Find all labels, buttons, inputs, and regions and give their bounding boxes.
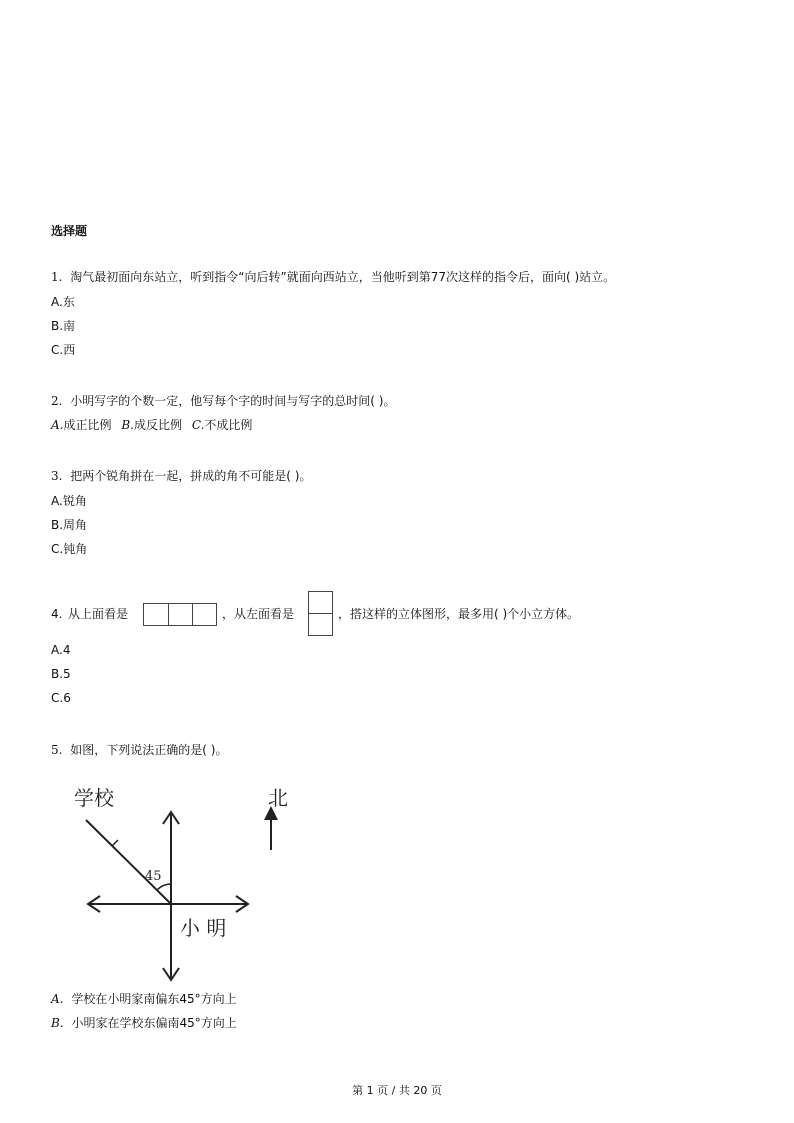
option-a: A.东	[51, 295, 75, 309]
angle-label: 45	[145, 869, 162, 884]
option-b: B.南	[51, 319, 76, 333]
option-c-text: 不成比例	[204, 418, 253, 432]
option-a	[51, 991, 237, 1007]
options-row	[51, 417, 252, 433]
question-number: 2.	[51, 394, 63, 408]
option-b-letter: B.	[121, 418, 134, 432]
question-number: 1.	[51, 270, 63, 284]
left-view-cell	[308, 591, 333, 614]
option-a-text: 成正比例	[63, 418, 112, 432]
option-b: B.5	[51, 667, 71, 681]
option-b	[51, 1015, 237, 1031]
option-b-text: 成反比例	[133, 418, 182, 432]
question-5	[51, 742, 227, 758]
question-text: 如图，下列说法正确的是( )。	[70, 743, 228, 757]
top-view-cell	[143, 603, 169, 626]
question-text: 把两个锐角拼在一起，拼成的角不可能是( )。	[70, 469, 312, 483]
home-label: 小 明	[180, 916, 227, 940]
top-view-cell	[168, 603, 193, 626]
tick-mark	[112, 840, 118, 846]
option-b-letter: B.	[51, 1016, 64, 1030]
north-label: 北	[268, 786, 288, 810]
question-4-text-2: ，从左面看是	[222, 607, 295, 621]
option-a-letter: A.	[51, 992, 64, 1006]
option-c-letter: C.	[191, 418, 205, 432]
option-c: C.西	[51, 343, 76, 357]
school-direction-line	[86, 820, 171, 904]
section-title: 选择题	[51, 224, 88, 238]
option-b: B.周角	[51, 518, 88, 532]
question-text: 淘气最初面向东站立，听到指令“向后转”就面向西站立，当他听到第77次这样的指令后，面向( )站立。	[70, 270, 616, 284]
question-number: 5.	[51, 743, 63, 757]
question-4-text-1: 从上面看是	[68, 607, 129, 621]
question-3	[51, 468, 311, 484]
option-a-letter: A.	[51, 418, 64, 432]
option-c: C.钝角	[51, 542, 88, 556]
option-b-text: 小明家在学校东偏南45°方向上	[71, 1016, 237, 1030]
question-2	[51, 393, 395, 409]
left-view-cell	[308, 613, 333, 636]
question-number: 3.	[51, 469, 63, 483]
option-a-text: 学校在小明家南偏东45°方向上	[71, 992, 237, 1006]
direction-figure	[60, 780, 300, 985]
question-4-text-3: ，搭这样的立体图形，最多用( )个小立方体。	[338, 607, 580, 621]
option-c: C.6	[51, 691, 71, 705]
angle-arc	[157, 884, 171, 890]
option-a: A.锐角	[51, 494, 87, 508]
question-4-number: 4.	[51, 607, 63, 621]
question-1	[51, 269, 615, 285]
page-footer: 第 1 页 / 共 20 页	[352, 1084, 442, 1097]
school-label: 学校	[74, 786, 114, 810]
option-a: A.4	[51, 643, 71, 657]
question-text: 小明写字的个数一定，他写每个字的时间与写字的总时间( )。	[70, 394, 396, 408]
top-view-cell	[192, 603, 217, 626]
